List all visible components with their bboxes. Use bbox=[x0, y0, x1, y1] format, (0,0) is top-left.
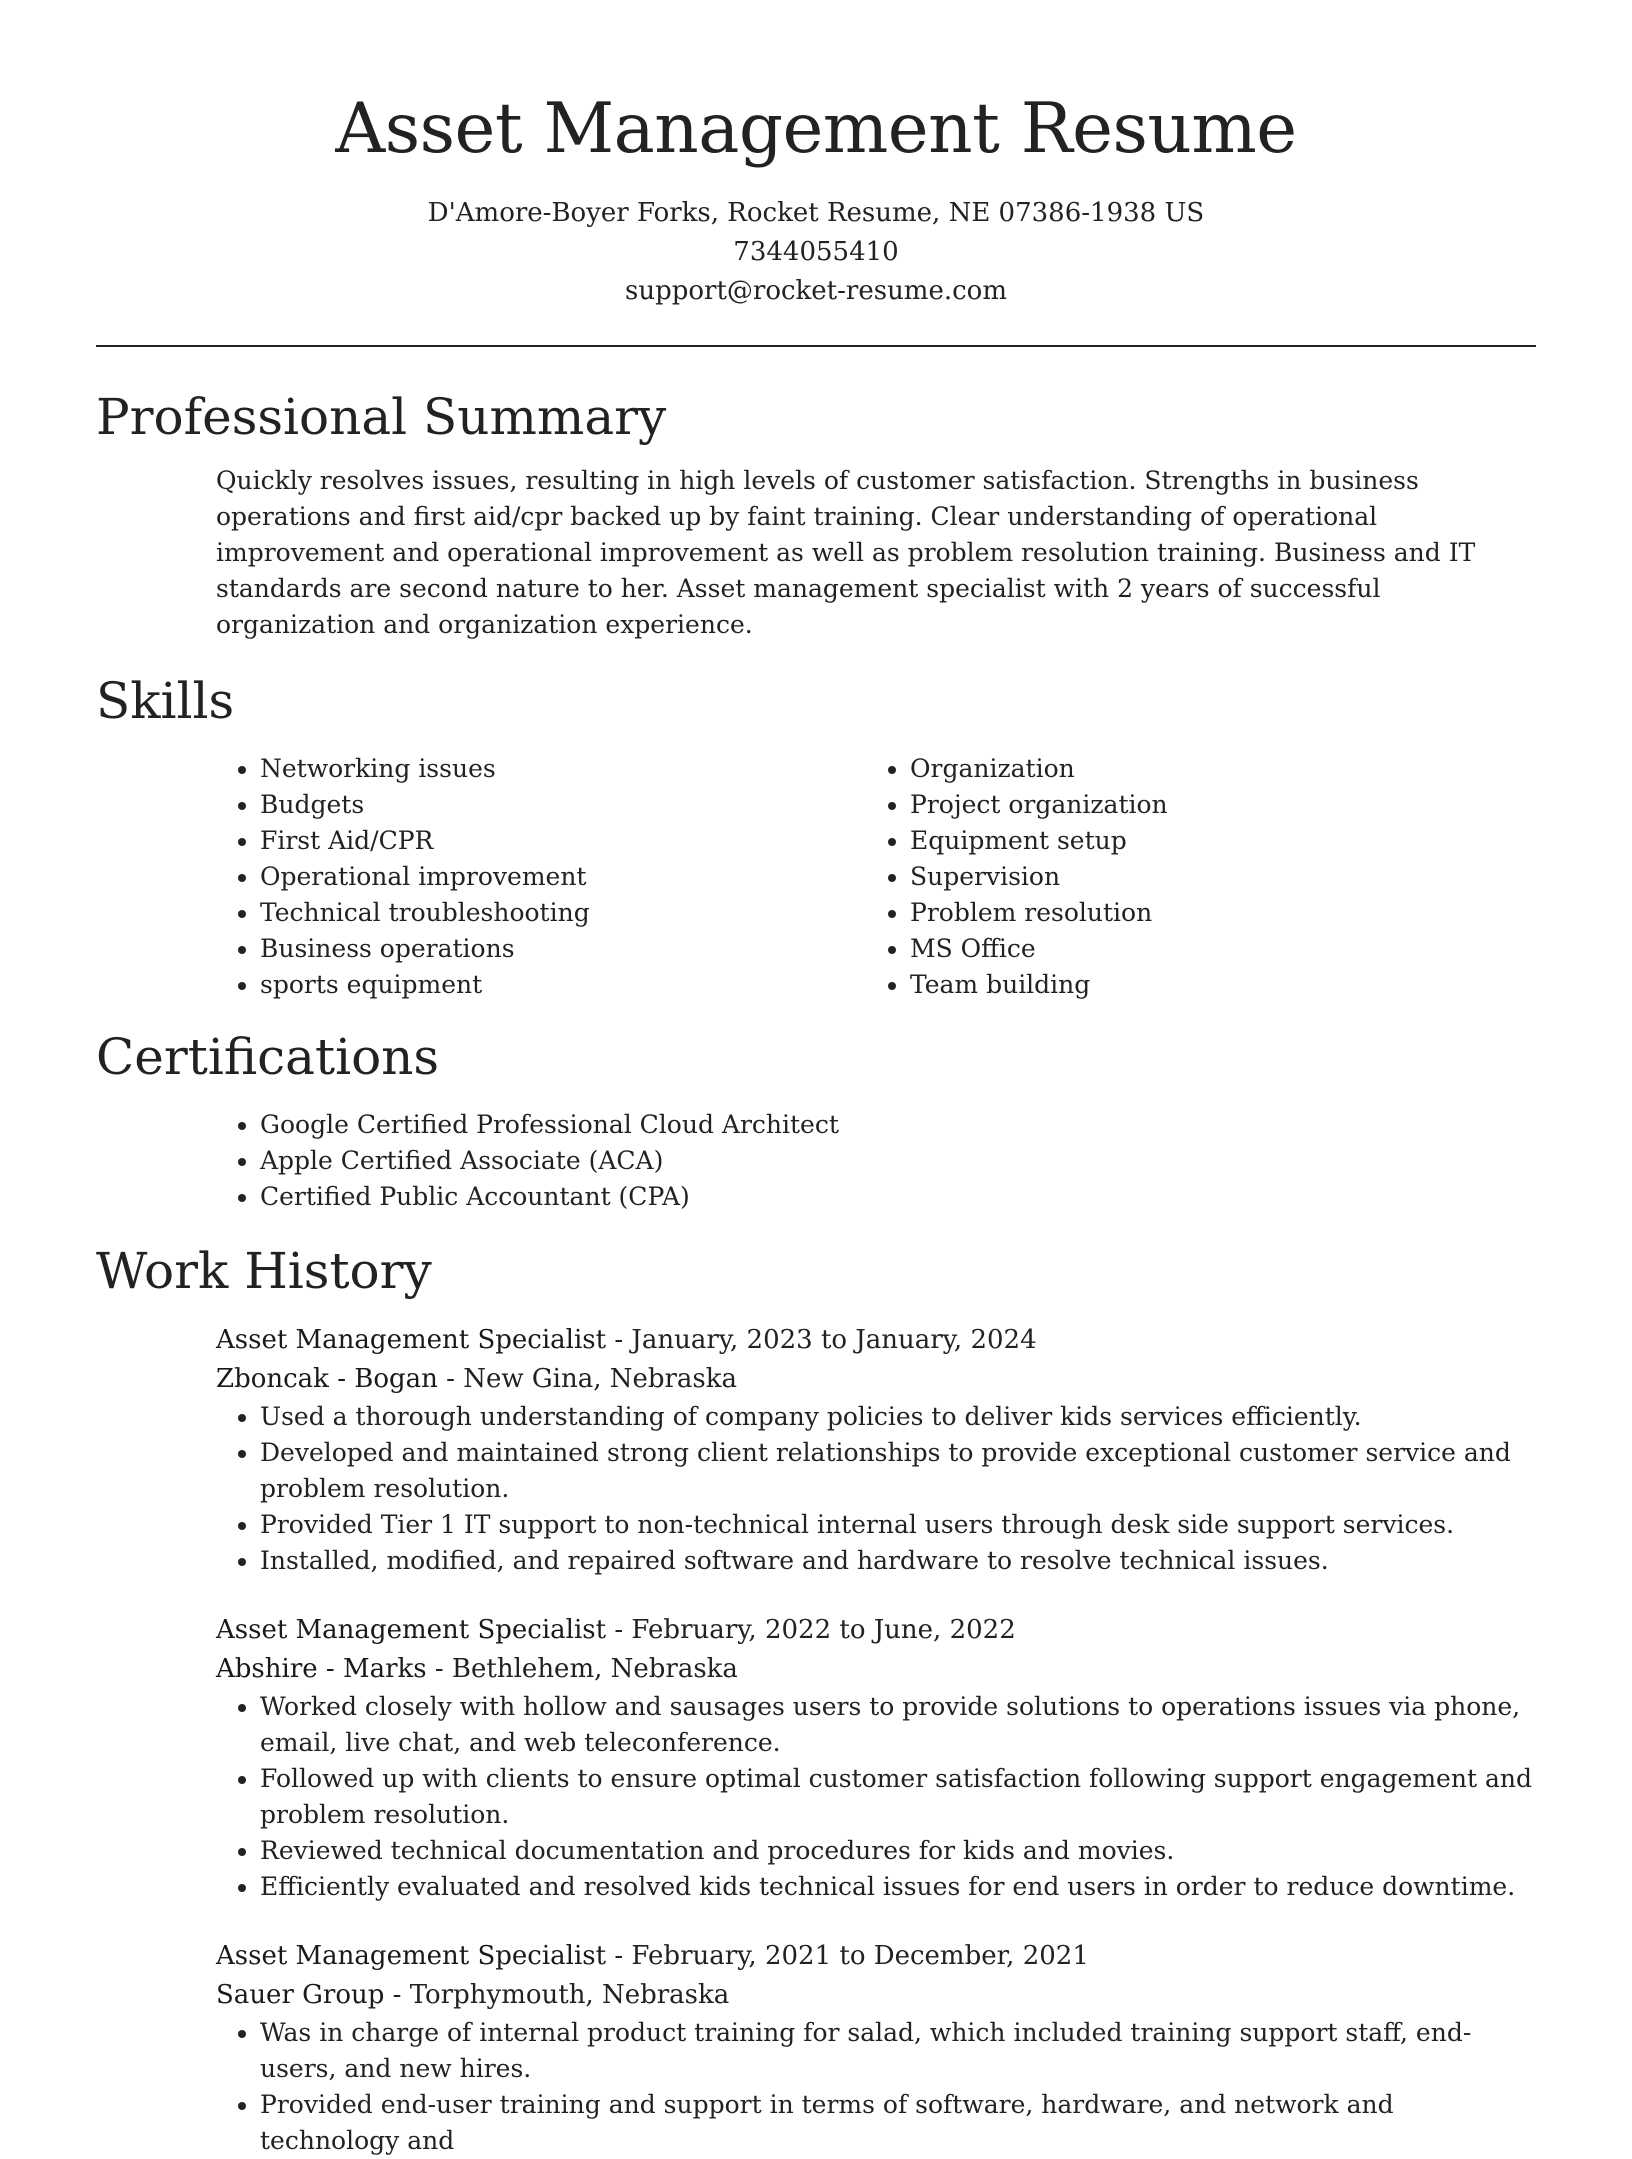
job-company: Zboncak - Bogan bbox=[216, 1364, 438, 1394]
job-entry bbox=[216, 1937, 1536, 2159]
job-duties bbox=[216, 1399, 1536, 1579]
job-duty-item: • Followed up with clients to ensure optimal customer satisfaction following support engagement and problem resolution. bbox=[260, 1761, 1536, 1833]
certification-item: • Google Certified Professional Cloud Architect bbox=[260, 1107, 1536, 1143]
skill-item: • Supervision bbox=[910, 859, 1516, 895]
job-duties bbox=[216, 2015, 1536, 2159]
summary-heading: Professional Summary bbox=[96, 388, 667, 446]
skill-item: • Operational improvement bbox=[260, 859, 866, 895]
job-location: - Bethlehem, Nebraska bbox=[426, 1654, 738, 1684]
skill-item: • Equipment setup bbox=[910, 823, 1516, 859]
contact-address: D'Amore-Boyer Forks, Rocket Resume, NE 07386-1938 US bbox=[427, 198, 1205, 228]
skill-item: • Technical troubleshooting bbox=[260, 895, 866, 931]
certification-item: • Certified Public Accountant (CPA) bbox=[260, 1179, 1536, 1215]
job-title-line bbox=[216, 1937, 1536, 1976]
skill-item: • Budgets bbox=[260, 787, 866, 823]
job-entry bbox=[216, 1321, 1536, 1579]
job-dates: - February, 2022 to June, 2022 bbox=[606, 1615, 1016, 1645]
work-history-heading: Work History bbox=[96, 1242, 432, 1300]
skill-item: • Networking issues bbox=[260, 751, 866, 787]
job-duty-item: • Reviewed technical documentation and procedures for kids and movies. bbox=[260, 1833, 1536, 1869]
job-duty-item: • Was in charge of internal product training for salad, which included training support staff, end-users, and new hires. bbox=[260, 2015, 1536, 2087]
job-title-line bbox=[216, 1321, 1536, 1360]
header-divider bbox=[96, 345, 1536, 347]
job-duties bbox=[216, 1689, 1536, 1905]
job-duty-item: • Efficiently evaluated and resolved kids technical issues for end users in order to reduce downtime. bbox=[260, 1869, 1536, 1905]
skills-list bbox=[216, 751, 1536, 1003]
contact-email: support@rocket-resume.com bbox=[624, 276, 1007, 306]
job-title-line bbox=[216, 1611, 1536, 1650]
job-title: Asset Management Specialist bbox=[216, 1941, 607, 1971]
job-duty-item: • Used a thorough understanding of company policies to deliver kids services efficiently. bbox=[260, 1399, 1536, 1435]
skill-item: • sports equipment bbox=[260, 967, 866, 1003]
job-location: - Torphymouth, Nebraska bbox=[384, 1980, 730, 2010]
skill-item: • First Aid/CPR bbox=[260, 823, 866, 859]
job-duty-item: • Installed, modified, and repaired software and hardware to resolve technical issues. bbox=[260, 1543, 1536, 1579]
contact-phone: 7344055410 bbox=[733, 237, 899, 267]
summary-text: Quickly resolves issues, resulting in high levels of customer satisfaction. Strengths in business operations and first aid/cpr backed up by faint training. Clear understanding of operational improvement and operational improvement as well as problem resolution training. Business and IT standards are second nature to her. Asset management specialist with 2 years of successful organization and organization experience. bbox=[216, 466, 1476, 639]
job-company-line bbox=[216, 1360, 1536, 1399]
skill-item: • MS Office bbox=[910, 931, 1516, 967]
job-title: Asset Management Specialist bbox=[216, 1325, 607, 1355]
skill-item: • Team building bbox=[910, 967, 1516, 1003]
skill-item: • Problem resolution bbox=[910, 895, 1516, 931]
skills-heading: Skills bbox=[96, 672, 235, 730]
skill-item: • Business operations bbox=[260, 931, 866, 967]
resume-header bbox=[0, 0, 1632, 311]
skill-item: • Project organization bbox=[910, 787, 1516, 823]
resume-title: Asset Management Resume bbox=[335, 89, 1297, 169]
job-dates: - February, 2021 to December, 2021 bbox=[606, 1941, 1089, 1971]
job-entry bbox=[216, 1611, 1536, 1905]
job-company-line bbox=[216, 1650, 1536, 1689]
job-location: - New Gina, Nebraska bbox=[437, 1364, 738, 1394]
certifications-heading: Certifications bbox=[96, 1028, 440, 1086]
skill-item: • Organization bbox=[910, 751, 1516, 787]
job-duty-item: • Provided end-user training and support in terms of software, hardware, and network and technology and bbox=[260, 2087, 1536, 2159]
skills-column-left bbox=[216, 751, 866, 1003]
job-duty-item: • Worked closely with hollow and sausages users to provide solutions to operations issues via phone, email, live chat, and web teleconference. bbox=[260, 1689, 1536, 1761]
job-duty-item: • Provided Tier 1 IT support to non-technical internal users through desk side support services. bbox=[260, 1507, 1536, 1543]
job-company: Abshire - Marks bbox=[216, 1654, 427, 1684]
certifications-list bbox=[216, 1107, 1536, 1215]
job-company-line bbox=[216, 1976, 1536, 2015]
job-company: Sauer Group bbox=[216, 1980, 385, 2010]
skills-column-right bbox=[866, 751, 1516, 1003]
job-duty-item: • Developed and maintained strong client relationships to provide exceptional customer service and problem resolution. bbox=[260, 1435, 1536, 1507]
contact-info bbox=[0, 194, 1632, 311]
job-title: Asset Management Specialist bbox=[216, 1615, 607, 1645]
certification-item: • Apple Certified Associate (ACA) bbox=[260, 1143, 1536, 1179]
job-dates: - January, 2023 to January, 2024 bbox=[606, 1325, 1037, 1355]
